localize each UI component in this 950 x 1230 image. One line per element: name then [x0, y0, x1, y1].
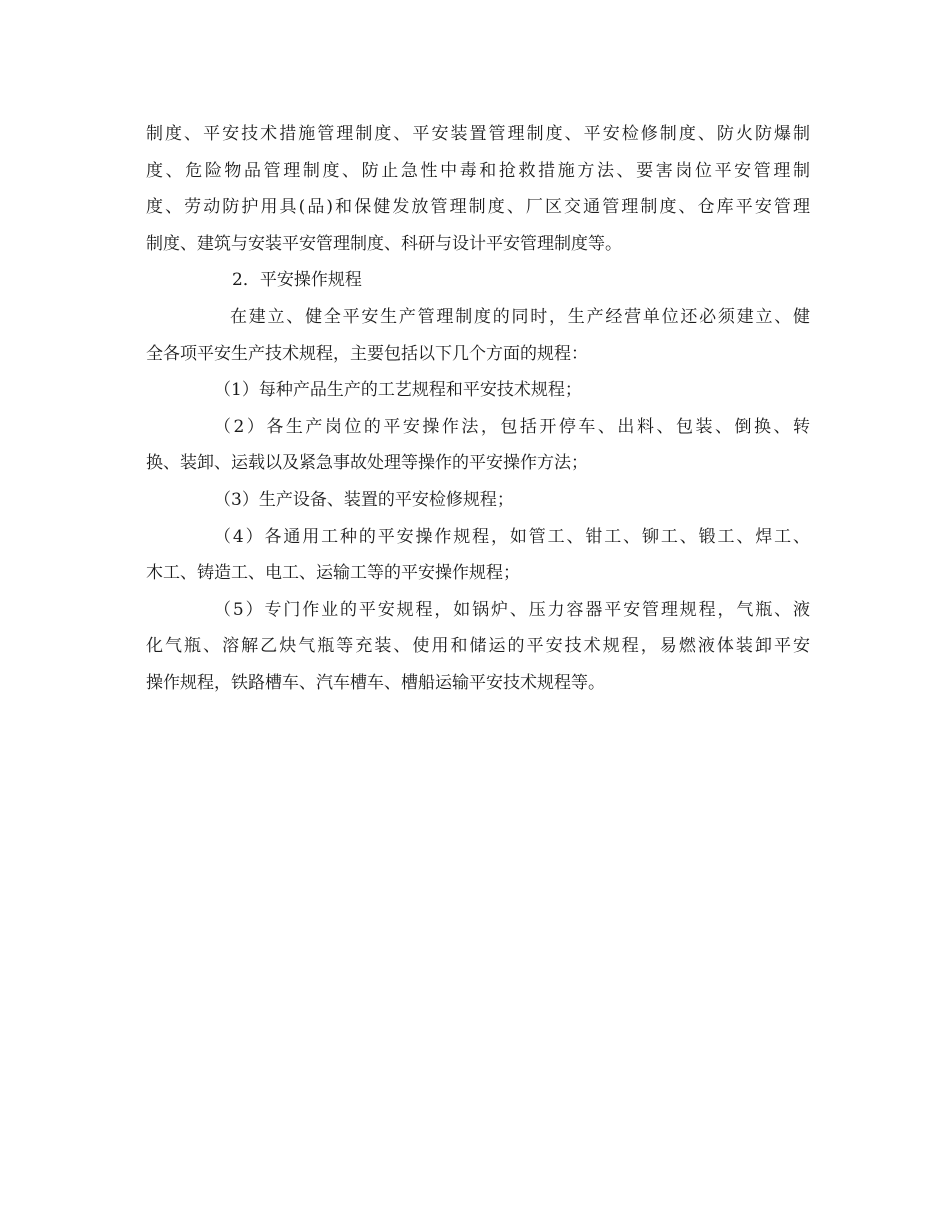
paragraph-line: 在建立、健全平安生产管理制度的同时，生产经营单位还必须建立、健: [230, 306, 810, 327]
list-item-1-line: （1）每种产品生产的工艺规程和平安技术规程；: [214, 380, 582, 401]
intro-line: 度、劳动防护用具(品)和保健发放管理制度、厂区交通管理制度、仓库平安管理: [146, 197, 810, 218]
list-item-2-line: （2）各生产岗位的平安操作法，包括开停车、出料、包装、倒换、转: [214, 416, 810, 437]
list-item-2-line: 换、装卸、运载以及紧急事故处理等操作的平安操作方法；: [146, 453, 588, 474]
list-item-5-line: （5）专门作业的平安规程，如锅炉、压力容器平安管理规程，气瓶、液: [214, 599, 810, 620]
list-item-5-line: 化气瓶、溶解乙炔气瓶等充装、使用和储运的平安技术规程，易燃液体装卸平安: [146, 636, 810, 657]
list-item-5-line: 操作规程，铁路槽车、汽车槽车、槽船运输平安技术规程等。: [146, 672, 605, 693]
section-heading: 2．平安操作规程: [232, 270, 362, 291]
list-item-3-line: （3）生产设备、装置的平安检修规程；: [214, 489, 514, 510]
intro-line: 制度、平安技术措施管理制度、平安装置管理制度、平安检修制度、防火防爆制: [146, 124, 810, 144]
document-body: [146, 116, 810, 702]
intro-line: 度、危险物品管理制度、防止急性中毒和抢救措施方法、要害岗位平安管理制: [146, 160, 810, 181]
list-item-4-line: 木工、铸造工、电工、运输工等的平安操作规程；: [146, 563, 520, 584]
intro-line: 制度、建筑与安装平安管理制度、科研与设计平安管理制度等。: [146, 233, 622, 254]
paragraph-line: 全各项平安生产技术规程，主要包括以下几个方面的规程：: [146, 343, 588, 364]
list-item-4-line: （4）各通用工种的平安操作规程，如管工、钳工、铆工、锻工、焊工、: [214, 526, 810, 547]
